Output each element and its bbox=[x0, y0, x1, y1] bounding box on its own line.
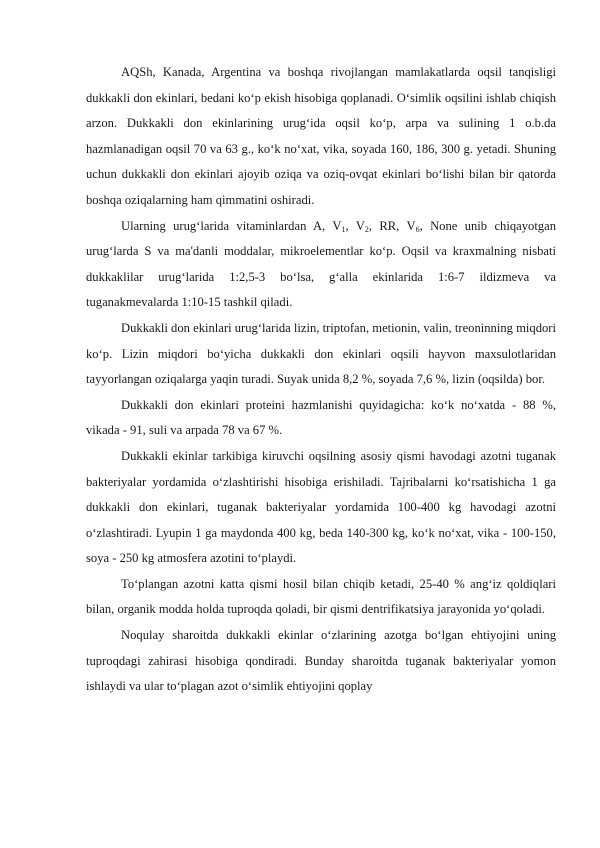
paragraph-text: To‘plangan azotni katta qismi hosil bilan chiqib ketadi, 25-40 % ang‘iz qoldiqlari bilan, organik modda holda tuproqda qoladi, bir qismi dentrifikatsiya jarayonida yo‘qoladi. bbox=[86, 576, 556, 617]
paragraph-text: , V bbox=[345, 218, 365, 233]
paragraph-text: Dukkakli ekinlar tarkibiga kiruvchi oqsilning asosiy qismi havodagi azotni tuganak bakteriyalar yordamida o‘zlashtirishi hisobiga erishiladi. Tajribalarni ko‘rsatishicha 1 ga dukkakli don ekinlari, tuganak bakteriyalar yordamida 100-400 kg havodagi azotni o‘zlashtiradi. Lyupin 1 ga maydonda 400 kg, beda 140-300 kg, ko‘k no‘xat, vika - 100-150, soya - 250 kg atmosfera azotini to‘playdi. bbox=[86, 448, 556, 566]
document-body bbox=[86, 60, 556, 700]
subscript: 2 bbox=[364, 224, 369, 234]
subscript: 6 bbox=[415, 224, 420, 234]
paragraph-3 bbox=[86, 316, 556, 393]
paragraph-6 bbox=[86, 572, 556, 623]
subscript: 1 bbox=[341, 224, 346, 234]
paragraph-7 bbox=[86, 623, 556, 700]
paragraph-text: Dukkakli don ekinlari proteini hazmlanishi quyidagicha: ko‘k no‘xatda - 88 %, vikada - 91, suli va arpada 78 va 67 %. bbox=[86, 397, 556, 438]
paragraph-5 bbox=[86, 444, 556, 572]
paragraph-text: Dukkakli don ekinlari urug‘larida lizin, triptofan, metionin, valin, treoninning miqdori ko‘p. Lizin miqdori bo‘yicha dukkakli don ekinlari oqsili hayvon maxsulotlaridan tayyorlangan oziqalarga yaqin turadi. Suyak unida 8,2 %, soyada 7,6 %, lizin (oqsilda) bor. bbox=[86, 320, 556, 387]
paragraph-text: , None unib chiqayotgan urug‘larda S va ma'danli moddalar, mikroelementlar ko‘p. Oqsil va kraxmalning nisbati dukkaklilar urug‘larida 1:2,5-3 bo‘lsa, g‘alla ekinlarida 1:6-7 ildizmeva va tuganakmevalarda 1:10-15 tashkil qiladi. bbox=[86, 218, 556, 310]
paragraph-text: Ularning urug‘larida vitaminlardan A, V bbox=[121, 218, 342, 233]
paragraph-4 bbox=[86, 393, 556, 444]
paragraph-text: AQSh, Kanada, Argentina va boshqa rivojlangan mamlakatlarda oqsil tanqisligi dukkakli don ekinlari, bedani ko‘p ekish hisobiga qoplanadi. O‘simlik oqsilini ishlab chiqish arzon. Dukkakli don ekinlarining urug‘ida oqsil ko‘p, arpa va sulining 1 o.b.da hazmlanadigan oqsil 70 va 63 g., ko‘k no‘xat, vika, soyada 160, 186, 300 g. yetadi. Shuning uchun dukkakli don ekinlari ajoyib oziqa va oziq-ovqat ekinlari bo‘lishi bilan bir qatorda boshqa oziqalarning ham qimmatini oshiradi. bbox=[86, 65, 556, 207]
paragraph-1 bbox=[86, 60, 556, 214]
paragraph-text: Noqulay sharoitda dukkakli ekinlar o‘zlarining azotga bo‘lgan ehtiyojini uning tuproqdagi zahirasi hisobiga qondiradi. Bunday sharoitda tuganak bakteriyalar yomon ishlaydi va ular to‘plagan azot o‘simlik ehtiyojini qoplay bbox=[86, 628, 556, 694]
paragraph-text: , RR, V bbox=[368, 218, 416, 233]
paragraph-2 bbox=[86, 214, 556, 316]
